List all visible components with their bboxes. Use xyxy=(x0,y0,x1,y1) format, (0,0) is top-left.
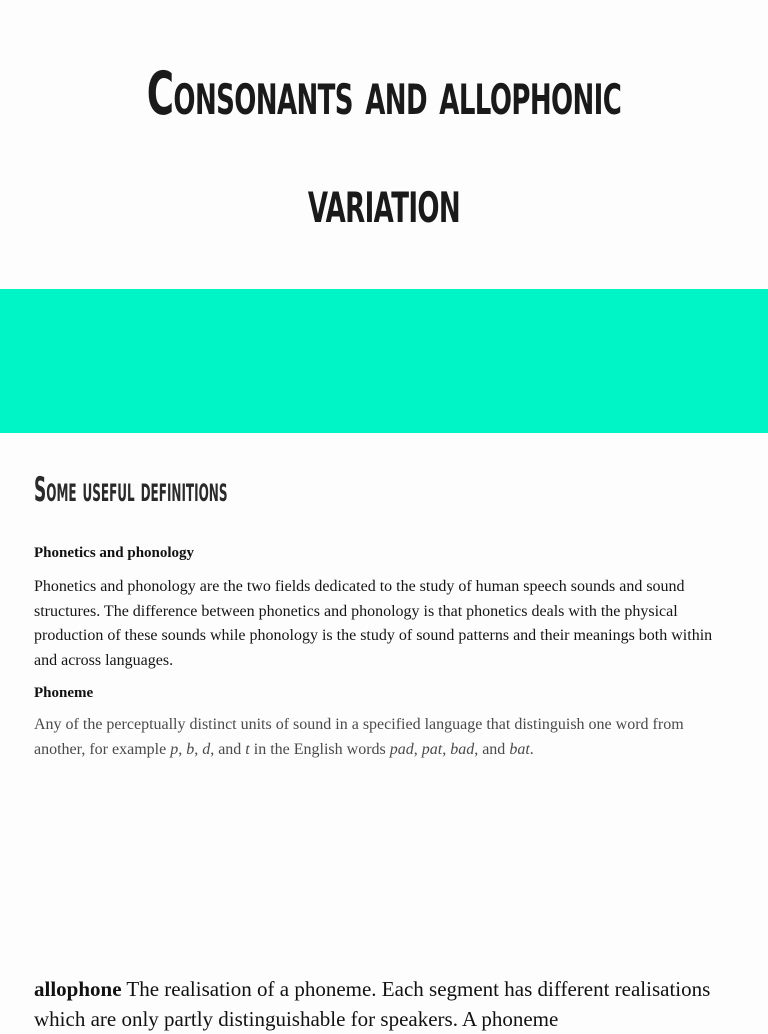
text-segment: , xyxy=(178,740,187,758)
text-segment: Any of the perceptually distinct units of sound in a specified language that distinguish one word from another, for example xyxy=(34,716,684,758)
definition-text: Phonetics and phonology are the two fields dedicated to the study of human speech sounds and sound structures. The difference between phonetics and phonology is that phonetics deals with the physical production of these sounds while phonology is the study of sound patterns and their meanings both within and across languages. xyxy=(34,578,713,669)
text-segment: in the English words xyxy=(249,740,390,758)
page-title xyxy=(146,40,622,256)
definition-phoneme xyxy=(34,683,734,703)
example-letter: d xyxy=(202,740,211,758)
example-letter: t xyxy=(245,740,250,758)
allophone-text: The realisation of a phoneme. Each segment has different realisations which are only partly distinguishable for speakers. A phoneme xyxy=(34,977,711,1031)
accent-band xyxy=(0,289,768,433)
allophone-definition xyxy=(34,974,754,1034)
example-word: pat xyxy=(421,740,443,758)
example-word: pad xyxy=(389,740,414,758)
definition-term: Phonetics and phonology xyxy=(34,545,195,561)
text-segment: , and xyxy=(210,740,246,758)
definition-phoneme-body xyxy=(34,713,734,762)
definition-term: Phoneme xyxy=(34,685,94,701)
definition-phonetics-body xyxy=(34,575,734,673)
example-word: bat xyxy=(509,740,530,758)
section-heading: Some useful definitions xyxy=(34,470,228,510)
definition-phonetics xyxy=(34,543,734,563)
text-segment: , xyxy=(442,740,451,758)
example-letter: b xyxy=(186,740,195,758)
text-segment: , and xyxy=(474,740,510,758)
title-line-2: variation xyxy=(307,167,461,237)
text-segment: , xyxy=(194,740,203,758)
title-line-1: Consonants and allophonic xyxy=(146,59,622,129)
definition-text xyxy=(34,713,734,762)
allophone-term: allophone xyxy=(34,977,122,1001)
example-letter: p xyxy=(170,740,179,758)
example-word: bad xyxy=(450,740,475,758)
text-segment: . xyxy=(529,740,534,758)
text-segment: , xyxy=(413,740,422,758)
